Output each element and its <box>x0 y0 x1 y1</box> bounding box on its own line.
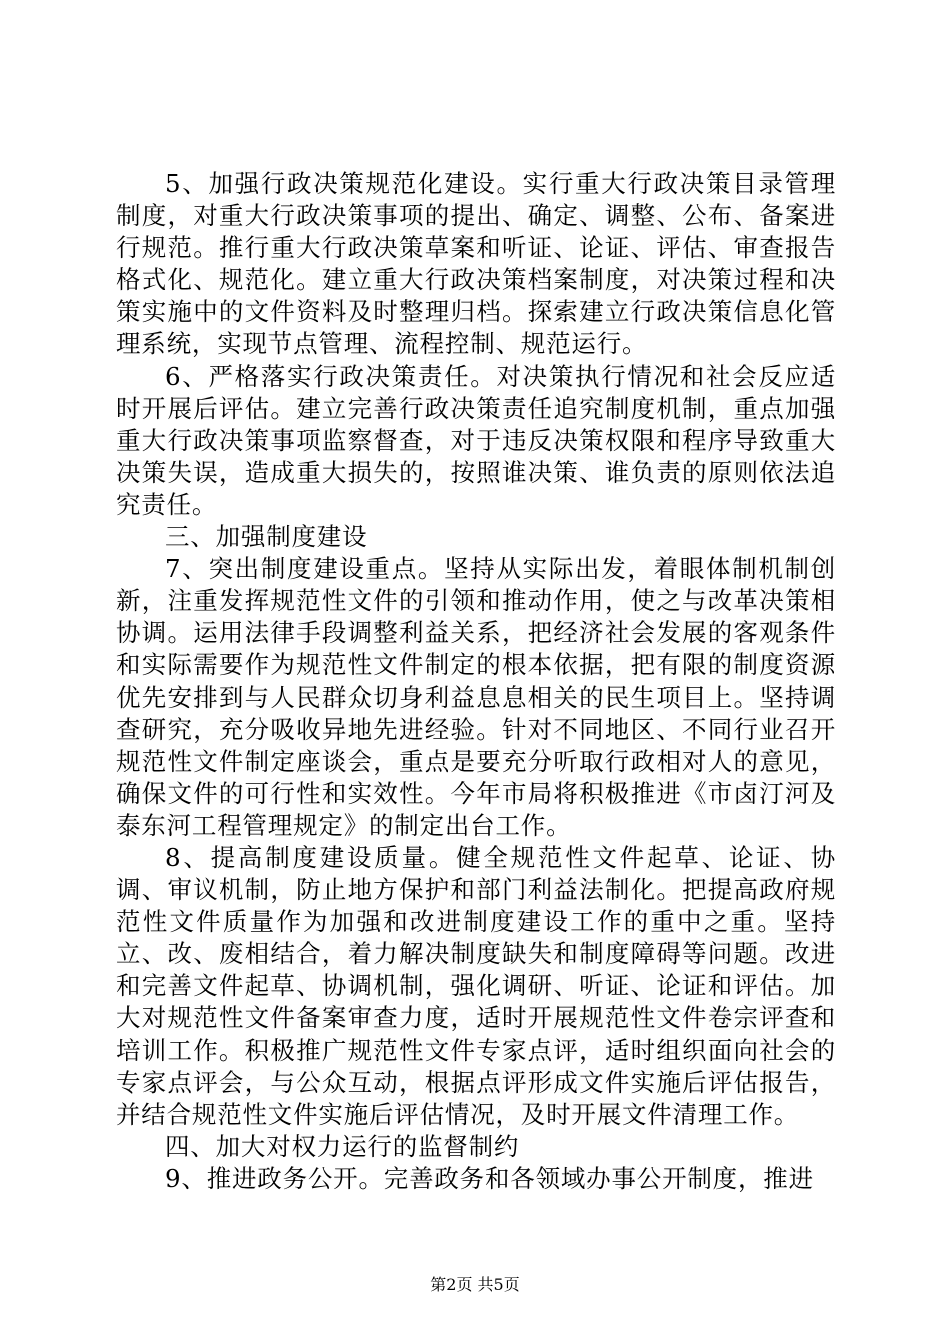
section-heading-4: 四、加大对权力运行的监督制约 <box>165 1131 520 1161</box>
section-heading-3: 三、加强制度建设 <box>165 522 368 552</box>
paragraph-8: 8、提高制度建设质量。健全规范性文件起草、论证、协调、审议机制，防止地方保护和部门利益法制化。把提高政府规范性文件质量作为加强和改进制度建设工作的重中之重。坚持立、改、废相结合，着力解决制度缺失和制度障碍等问题。改进和完善文件起草、协调机制，强化调研、听证、论证和评估。加大对规范性文件备案审查力度，适时开展规范性文件卷宗评查和培训工作。积极推广规范性文件专家点评，适时组织面向社会的专家点评会，与公众互动，根据点评形成文件实施后评估报告，并结合规范性文件实施后评估情况，及时开展文件清理工作。 <box>116 842 836 1129</box>
paragraph-9: 9、推进政务公开。完善政务和各领域办事公开制度，推进 <box>165 1163 814 1193</box>
paragraph-7: 7、突出制度建设重点。坚持从实际出发，着眼体制机制创新，注重发挥规范性文件的引领和推动作用，使之与改革决策相协调。运用法律手段调整利益关系，把经济社会发展的客观条件和实际需要作为规范性文件制定的根本依据，把有限的制度资源优先安排到与人民群众切身利益息息相关的民生项目上。坚持调查研究，充分吸收异地先进经验。针对不同地区、不同行业召开规范性文件制定座谈会，重点是要充分听取行政相对人的意见，确保文件的可行性和实效性。今年市局将积极推进《市卤汀河及泰东河工程管理规定》的制定出台工作。 <box>116 554 836 840</box>
paragraph-6: 6、严格落实行政决策责任。对决策执行情况和社会反应适时开展后评估。建立完善行政决策责任追究制度机制，重点加强重大行政决策事项监察督查，对于违反决策权限和程序导致重大决策失误，造成重大损失的，按照谁决策、谁负责的原则依法追究责任。 <box>116 361 836 519</box>
paragraph-5: 5、加强行政决策规范化建设。实行重大行政决策目录管理制度，对重大行政决策事项的提出、确定、调整、公布、备案进行规范。推行重大行政决策草案和听证、论证、评估、审查报告格式化、规范化。建立重大行政决策档案制度，对决策过程和决策实施中的文件资料及时整理归档。探索建立行政决策信息化管理系统，实现节点管理、流程控制、规范运行。 <box>116 169 836 359</box>
document-body <box>116 168 836 1195</box>
page-footer <box>0 1275 950 1295</box>
page-number: 第2页 共5页 <box>430 1275 520 1294</box>
